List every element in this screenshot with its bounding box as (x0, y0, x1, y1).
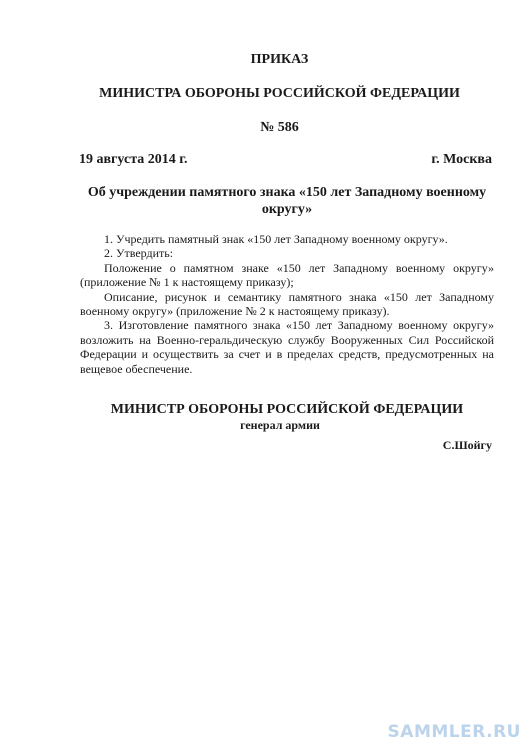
issuer-heading: МИНИСТРА ОБОРОНЫ РОССИЙСКОЙ ФЕДЕРАЦИИ (99, 86, 460, 101)
paragraph-2: 2. Утвердить: (104, 246, 174, 261)
paragraph-3: 3. Изготовление памятного знака «150 лет Западному военному округу» возложить на Военно-геральдическую службу Вооруженных Сил Российской Федерации и осуществить за счет и в пределах средств, предусмотренных на вещевое обеспечение. (80, 318, 494, 376)
order-subject: Об учреждении памятного знака «150 лет Западному военному округу» (87, 185, 487, 217)
paragraph-2-item-2: Описание, рисунок и семантику памятного знака «150 лет Западному военному округу» (приложение № 2 к настоящему приказу). (80, 289, 494, 319)
order-city: г. Москва (431, 152, 492, 167)
order-date: 19 августа 2014 г. (79, 152, 188, 167)
paragraph-2-item-1: Положение о памятном знаке «150 лет Западному военному округу» (приложение № 1 к настоящему приказу); (80, 260, 494, 290)
site-watermark: SAMMLER.RU (387, 722, 521, 742)
order-body (80, 232, 494, 376)
signatory-name: С.Шойгу (442, 438, 492, 452)
signatory-title: МИНИСТР ОБОРОНЫ РОССИЙСКОЙ ФЕДЕРАЦИИ (110, 402, 464, 417)
document-type-heading: ПРИКАЗ (250, 52, 309, 67)
signatory-rank: генерал армии (240, 418, 320, 432)
paragraph-1: 1. Учредить памятный знак «150 лет Западному военному округу». (104, 232, 448, 246)
signature-block (80, 402, 494, 452)
order-number: № 586 (260, 120, 299, 135)
